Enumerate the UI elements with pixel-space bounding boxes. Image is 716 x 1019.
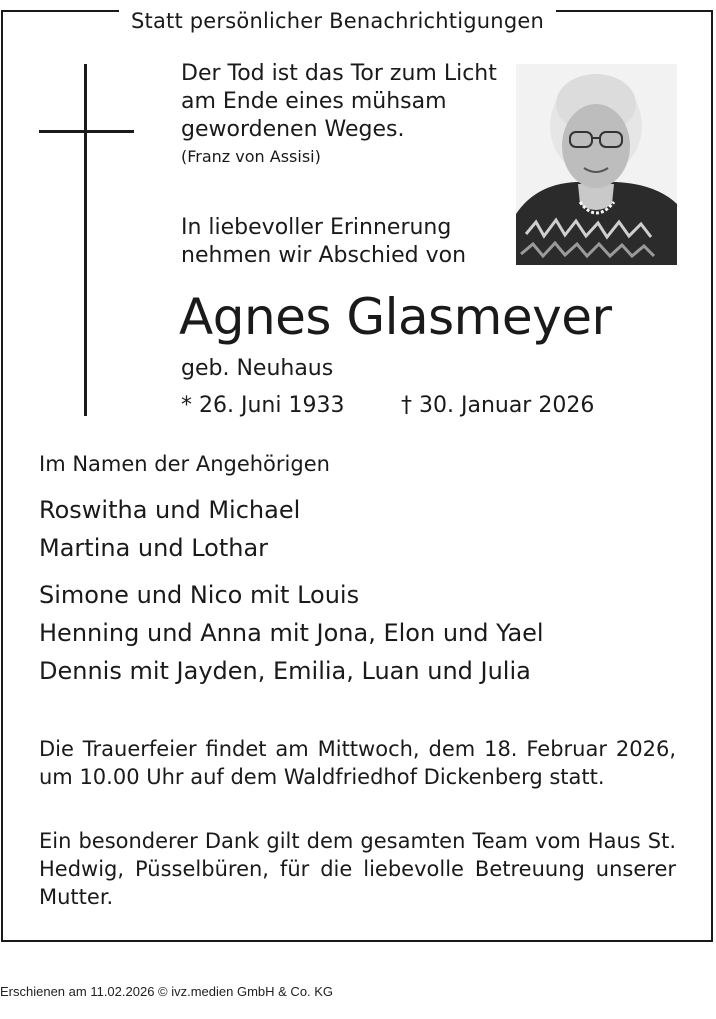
birth-date: * 26. Juni 1933 [181,393,345,418]
portrait-photo [516,64,677,265]
on-behalf-label: Im Namen der Angehörigen [39,452,330,476]
intro-line: nehmen wir Abschied von [181,243,467,268]
maiden-name: geb. Neuhaus [181,356,334,381]
intro-text [181,214,466,270]
quote-line: Der Tod ist das Tor zum Licht [181,61,497,86]
family-line: Simone und Nico mit Louis [39,581,360,609]
publication-footer: Erschienen am 11.02.2026 © ivz.medien GmbH & Co. KG [0,984,334,999]
portrait-image [516,64,677,265]
family-line: Henning und Anna mit Jona, Elon und Yael [39,619,544,647]
family-line: Martina und Lothar [39,534,269,562]
quote-line: gewordenen Weges. [181,117,405,142]
intro-line: In liebevoller Erinnerung [181,215,452,240]
cross-icon-horizontal [39,130,134,133]
death-date: † 30. Januar 2026 [401,393,595,418]
cross-icon-vertical [84,64,87,416]
quote-author: (Franz von Assisi) [181,147,321,166]
funeral-info: Die Trauerfeier findet am Mittwoch, dem 18. Februar 2026, um 10.00 Uhr auf dem Waldfriedhof Dickenberg statt. [39,737,676,789]
deceased-name: Agnes Glasmeyer [179,288,612,346]
thanks-note: Ein besonderer Dank gilt dem gesamten Team vom Haus St. Hedwig, Püsselbüren, für die liebevolle Betreuung unserer Mutter. [39,829,676,909]
notice-header: Statt persönlicher Benachrichtigungen [119,10,556,32]
quote-line: am Ende eines mühsam [181,89,447,114]
family-line: Roswitha und Michael [39,496,301,524]
quote [181,60,497,144]
family-line: Dennis mit Jayden, Emilia, Luan und Julia [39,657,531,685]
